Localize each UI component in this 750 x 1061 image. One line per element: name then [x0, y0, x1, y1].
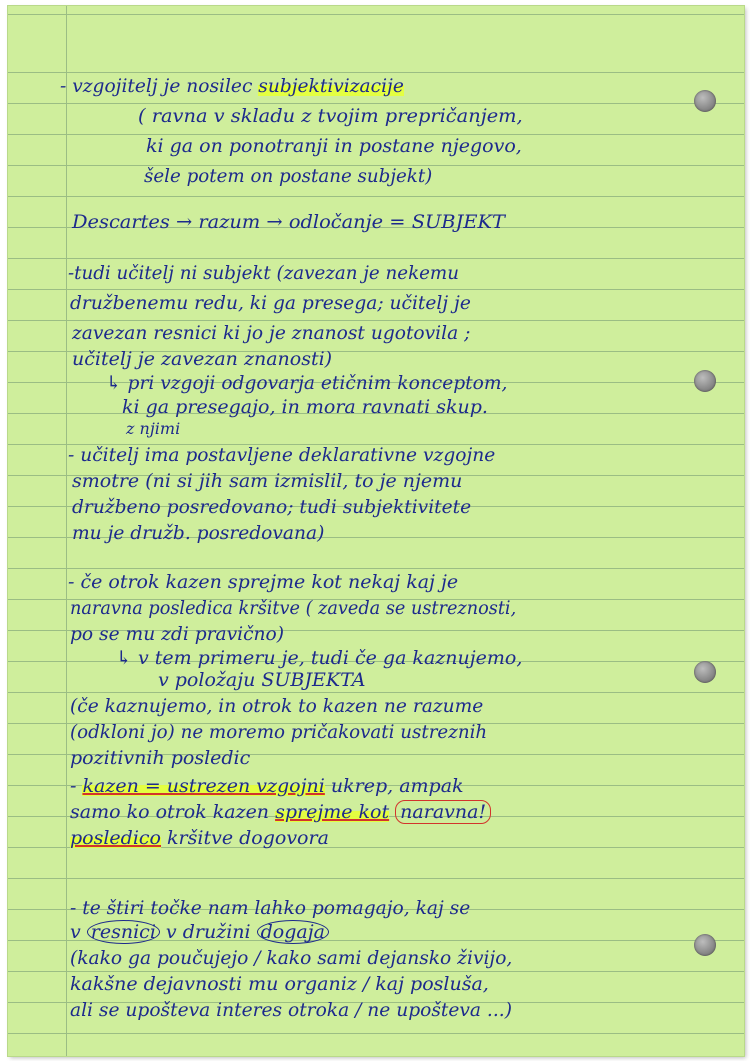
note-line: ki ga on ponotranji in postane njegovo, — [146, 135, 522, 157]
note-line: z njimi — [126, 419, 181, 438]
note-line: -tudi učitelj ni subjekt (zavezan je nekemu — [68, 262, 459, 284]
note-line: - vzgojitelj je nosilec subjektivizacije — [60, 75, 404, 97]
note-line: po se mu zdi pravično) — [70, 623, 285, 645]
note-line: učitelj je zavezan znanosti) — [72, 348, 333, 370]
highlighted-text: sprejme kot — [275, 801, 390, 823]
note-line: ↳ pri vzgoji odgovarja etičnim konceptom, — [106, 372, 508, 394]
note-line: Descartes → razum → odločanje = SUBJEKT — [72, 211, 505, 233]
note-line: družbeno posredovano; tudi subjektivitete — [72, 496, 472, 518]
note-line: mu je družb. posredovana) — [72, 522, 325, 544]
notebook-page — [8, 6, 744, 1056]
note-line: (odkloni jo) ne moremo pričakovati ustreznih — [70, 721, 488, 743]
note-line: ( ravna v skladu z tvojim prepričanjem, — [138, 105, 523, 127]
note-line: ↳ v tem primeru je, tudi če ga kaznujemo, — [116, 647, 523, 669]
handwritten-notes — [8, 6, 744, 1056]
highlighted-text: posledico — [70, 827, 161, 849]
note-line: naravna posledica kršitve ( zaveda se ustreznosti, — [70, 597, 517, 619]
red-box-text: naravna! — [395, 800, 491, 824]
note-line: (kako ga poučujejo / kako sami dejansko živijo, — [70, 947, 513, 969]
note-line: ali se upošteva interes otroka / ne upošteva ...) — [70, 999, 512, 1021]
note-line: ki ga presegajo, in mora ravnati skup. — [122, 396, 488, 418]
highlighted-text: kazen = ustrezen vzgojni — [82, 775, 325, 797]
note-line: - učitelj ima postavljene deklarativne vzgojne — [68, 444, 496, 466]
note-line: šele potem on postane subjekt) — [144, 165, 433, 187]
note-line: družbenemu redu, ki ga presega; učitelj je — [70, 292, 471, 314]
note-line: v položaju SUBJEKTA — [158, 669, 366, 691]
circled-text: resnici — [87, 920, 160, 944]
note-line: posledico kršitve dogovora — [70, 827, 329, 849]
note-line: pozitivnih posledic — [70, 747, 251, 769]
note-line: samo ko otrok kazen sprejme kot naravna! — [70, 800, 491, 824]
note-line: zavezan resnici ki jo je znanost ugotovila ; — [72, 322, 471, 344]
note-line: - te štiri točke nam lahko pomagajo, kaj se — [70, 897, 471, 919]
note-line: v resnici v družini dogaja — [70, 920, 329, 944]
note-line: - kazen = ustrezen vzgojni ukrep, ampak — [70, 775, 464, 797]
highlighted-text: subjektivizacije — [258, 75, 404, 97]
note-line: kakšne dejavnosti mu organiz / kaj posluša, — [70, 973, 489, 995]
note-line: (če kaznujemo, in otrok to kazen ne razume — [70, 695, 484, 717]
circled-text: dogaja — [257, 920, 329, 944]
note-line: smotre (ni si jih sam izmislil, to je njemu — [72, 470, 463, 492]
note-line: - če otrok kazen sprejme kot nekaj kaj je — [68, 571, 459, 593]
